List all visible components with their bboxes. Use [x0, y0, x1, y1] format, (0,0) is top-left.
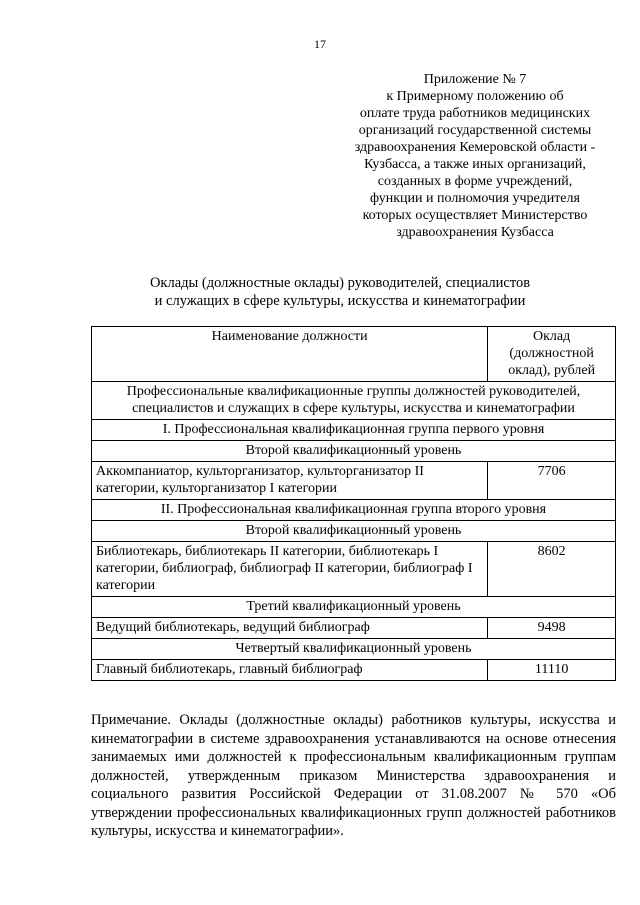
- salary-cell: 8602: [488, 542, 616, 597]
- title-line: Оклады (должностные оклады) руководителей, специалистов: [149, 275, 531, 291]
- group-title: Профессиональные квалификационные группы должностей руководителей, специалистов и служащих в сфере культуры, искусства и кинематографии: [92, 382, 616, 420]
- salary-cell: 9498: [488, 618, 616, 639]
- column-header-position: Наименование должности: [92, 327, 488, 382]
- position-cell: Библиотекарь, библиотекарь II категории, библиотекарь I категории, библиограф, библиограф II категории, библиограф I категории: [92, 542, 488, 597]
- appendix-line: созданных в форме учреждений,: [377, 174, 573, 189]
- group-title-row: [92, 382, 616, 420]
- table-row: [92, 618, 616, 639]
- qualification-level: Третий квалификационный уровень: [92, 597, 616, 618]
- appendix-line: функции и полномочия учредителя: [370, 191, 580, 206]
- appendix-line: которых осуществляет Министерство: [362, 208, 588, 223]
- appendix-line: к Примерному положению об: [386, 89, 564, 104]
- qualification-group-row: [92, 500, 616, 521]
- appendix-line: здравоохранения Кузбасса: [396, 225, 554, 240]
- position-cell: Главный библиотекарь, главный библиограф: [92, 660, 488, 681]
- qualification-group: II. Профессиональная квалификационная группа второго уровня: [92, 500, 616, 521]
- appendix-line: Приложение № 7: [423, 72, 527, 87]
- document-title: [60, 274, 620, 310]
- qualification-level-row: [92, 441, 616, 462]
- note-paragraph: Примечание. Оклады (должностные оклады) работников культуры, искусства и кинематографии в системе здравоохранения устанавливаются на основе отнесения занимаемых ими должностей к профессиональным квалификационным группам должностей, утвержденным приказом Министерства здравоохранения и социального развития Российской Федерации от 31.08.2007 № 570 «Об утверждении профессиональных квалификационных групп должностей работников культуры, искусства и кинематографии».: [91, 712, 616, 839]
- title-line: и служащих в сфере культуры, искусства и кинематографии: [154, 293, 526, 309]
- qualification-level: Четвертый квалификационный уровень: [92, 639, 616, 660]
- salary-cell: 11110: [488, 660, 616, 681]
- table-row: [92, 542, 616, 597]
- qualification-group: I. Профессиональная квалификационная группа первого уровня: [92, 420, 616, 441]
- appendix-line: здравоохранения Кемеровской области -: [354, 140, 596, 155]
- qualification-level: Второй квалификационный уровень: [92, 441, 616, 462]
- salary-table: [91, 326, 616, 681]
- qualification-level: Второй квалификационный уровень: [92, 521, 616, 542]
- table-row: [92, 462, 616, 500]
- qualification-level-row: [92, 521, 616, 542]
- column-header-salary: Оклад (должностной оклад), рублей: [488, 327, 616, 382]
- position-cell: Ведущий библиотекарь, ведущий библиограф: [92, 618, 488, 639]
- page-number: 17: [314, 37, 326, 51]
- qualification-level-row: [92, 597, 616, 618]
- appendix-line: организаций государственной системы: [358, 123, 592, 138]
- appendix-header: [320, 71, 630, 241]
- position-cell: Аккомпаниатор, культорганизатор, культорганизатор II категории, культорганизатор I категории: [92, 462, 488, 500]
- qualification-group-row: [92, 420, 616, 441]
- appendix-line: Кузбасса, а также иных организаций,: [364, 157, 586, 172]
- table-row: [92, 660, 616, 681]
- table-header-row: [92, 327, 616, 382]
- appendix-line: оплате труда работников медицинских: [359, 106, 591, 121]
- qualification-level-row: [92, 639, 616, 660]
- salary-cell: 7706: [488, 462, 616, 500]
